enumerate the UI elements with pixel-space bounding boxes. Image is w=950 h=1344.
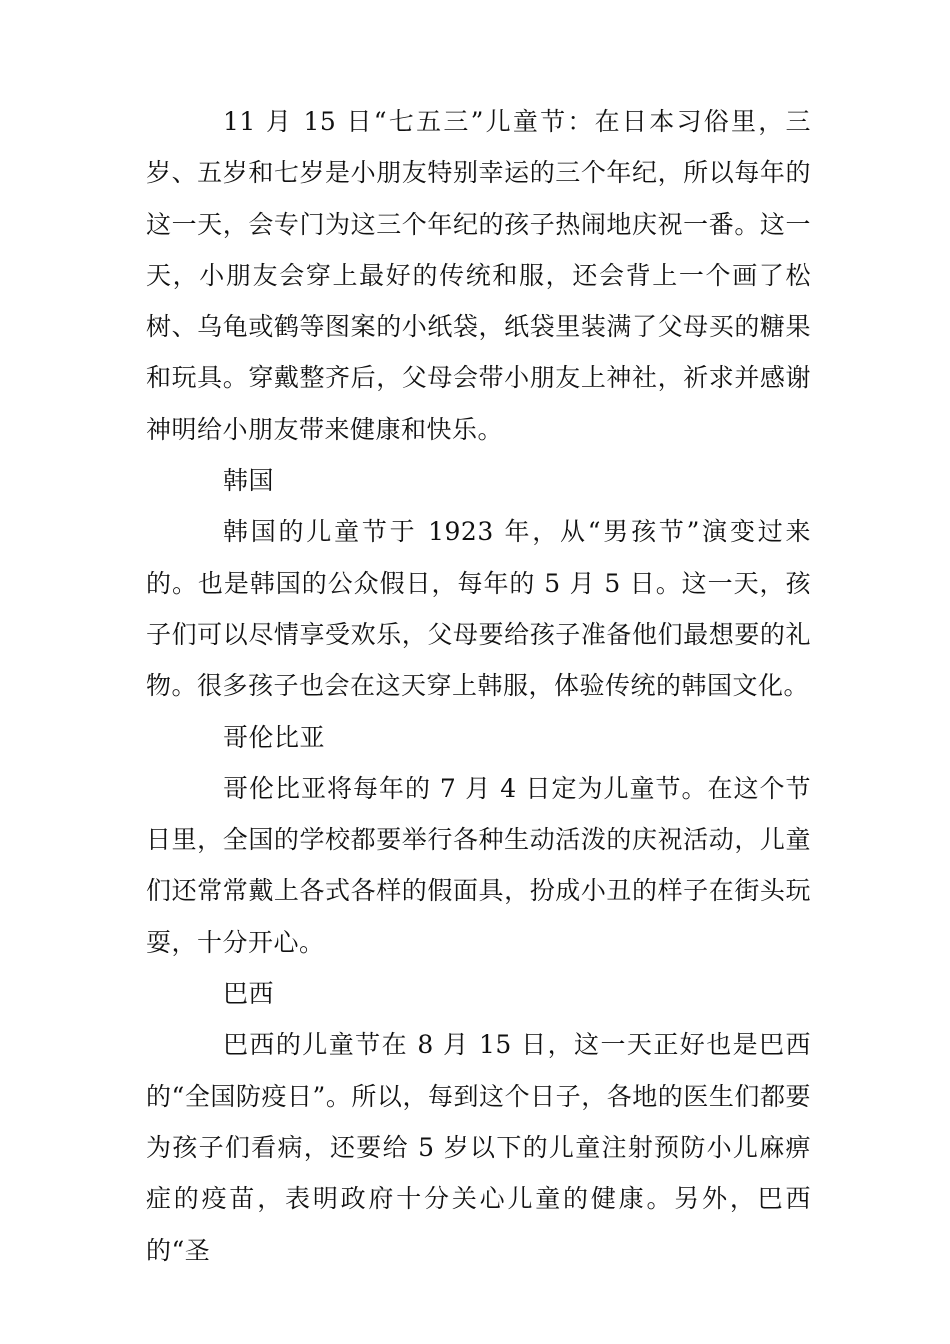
heading-colombia: 哥伦比亚 bbox=[223, 722, 326, 752]
paragraph-colombia: 哥伦比亚将每年的 7 月 4 日定为儿童节。在这个节日里，全国的学校都要举行各种生动活泼的庆祝活动，儿童们还常常戴上各式各样的假面具，扮成小丑的样子在街头玩耍，十分开心。 bbox=[146, 773, 811, 957]
paragraph-korea: 韩国的儿童节于 1923 年，从“男孩节”演变过来的。也是韩国的公众假日，每年的 5 月 5 日。这一天，孩子们可以尽情享受欢乐，父母要给孩子准备他们最想要的礼物。很多孩子也会在这天穿上韩服，体验传统的韩国文化。 bbox=[146, 517, 811, 701]
heading-korea: 韩国 bbox=[223, 466, 275, 496]
document-body bbox=[146, 96, 811, 1276]
heading-brazil: 巴西 bbox=[223, 979, 275, 1009]
paragraph-brazil: 巴西的儿童节在 8 月 15 日，这一天正好也是巴西的“全国防疫日”。所以，每到这个日子，各地的医生们都要为孩子们看病，还要给 5 岁以下的儿童注射预防小儿麻痹症的疫苗，表明政府十分关心儿童的健康。另外，巴西的“圣 bbox=[146, 1030, 811, 1265]
paragraph-japan-753: 11 月 15 日“七五三”儿童节：在日本习俗里，三岁、五岁和七岁是小朋友特别幸运的三个年纪，所以每年的这一天，会专门为这三个年纪的孩子热闹地庆祝一番。这一天，小朋友会穿上最好的传统和服，还会背上一个画了松树、乌龟或鹤等图案的小纸袋，纸袋里装满了父母买的糖果和玩具。穿戴整齐后，父母会带小朋友上神社，祈求并感谢神明给小朋友带来健康和快乐。 bbox=[146, 107, 811, 444]
